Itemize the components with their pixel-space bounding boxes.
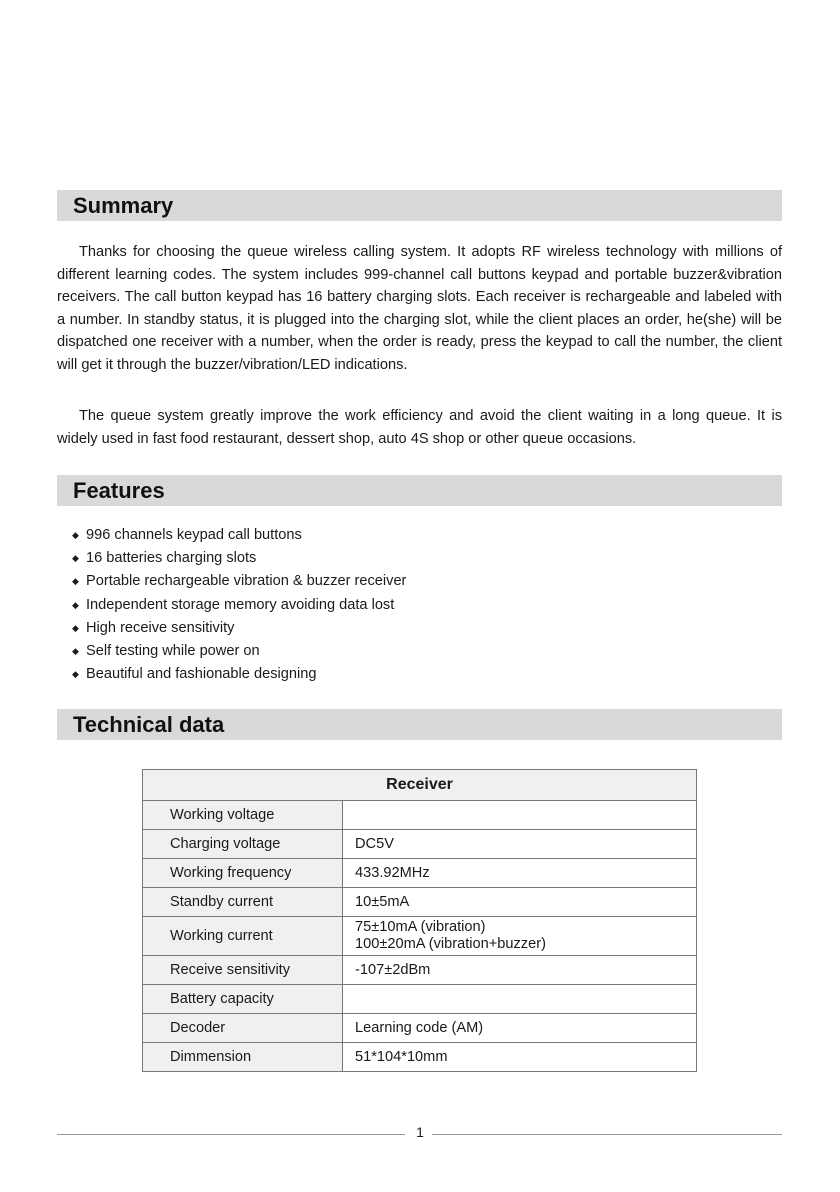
feature-item (72, 617, 406, 640)
spec-value (343, 985, 697, 1014)
summary-header-bar (57, 190, 782, 221)
feature-item (72, 594, 406, 617)
spec-label: Dimmension (143, 1043, 343, 1072)
table-row (143, 859, 697, 888)
spec-label: Battery capacity (143, 985, 343, 1014)
bullet-icon: ◆ (72, 646, 79, 657)
bullet-icon: ◆ (72, 669, 79, 680)
spec-value: 433.92MHz (343, 859, 697, 888)
features-header-bar (57, 475, 782, 506)
bullet-icon: ◆ (72, 576, 79, 587)
bullet-icon: ◆ (72, 530, 79, 540)
feature-text: Portable rechargeable vibration & buzzer receiver (86, 573, 407, 590)
receiver-spec-table (142, 769, 697, 1072)
spec-value: -107±2dBm (343, 956, 697, 985)
spec-value-line: 100±20mA (vibration+buzzer) (355, 936, 546, 952)
spec-value: Learning code (AM) (343, 1014, 697, 1043)
table-row (143, 830, 697, 859)
table-title: Receiver (143, 770, 697, 801)
spec-label: Standby current (143, 888, 343, 917)
summary-paragraph-1: Thanks for choosing the queue wireless calling system. It adopts RF wireless technology with millions of different learning codes. The system includes 999-channel call buttons keypad and portable buzzer&vibration receivers. The call button keypad has 16 battery charging slots. Each receiver is rechargeable and labeled with a number. In standby status, it is plugged into the charging slot, while the client places an order, he(she) will be dispatched one receiver with a number, when the order is ready, press the keypad to call the number, the client will get it through the buzzer/vibration/LED indications. (57, 244, 782, 373)
technical-header-bar (57, 709, 782, 740)
spec-value: 10±5mA (343, 888, 697, 917)
spec-value (343, 917, 697, 956)
feature-item (72, 663, 406, 686)
spec-label: Working frequency (143, 859, 343, 888)
feature-text: 996 channels keypad call buttons (86, 527, 302, 543)
summary-heading: Summary (73, 193, 174, 218)
table-header-row (143, 770, 697, 801)
bullet-icon: ◆ (72, 599, 79, 610)
feature-text: High receive sensitivity (86, 619, 235, 636)
spec-label: Working voltage (143, 801, 343, 830)
footer-rule-left (57, 1134, 405, 1135)
technical-heading: Technical data (73, 712, 225, 737)
table-row (143, 917, 697, 956)
feature-text: Self testing while power on (86, 643, 260, 660)
page-number: 1 (416, 1124, 424, 1140)
bullet-icon: ◆ (72, 553, 79, 564)
table-row (143, 1014, 697, 1043)
feature-text: Beautiful and fashionable designing (86, 666, 317, 683)
summary-paragraph-2: The queue system greatly improve the work efficiency and avoid the client waiting in a long queue. It is widely used in fast food restaurant, dessert shop, auto 4S shop or other queue occasions. (57, 408, 782, 447)
spec-label: Decoder (143, 1014, 343, 1043)
table-row (143, 888, 697, 917)
spec-label: Charging voltage (143, 830, 343, 859)
spec-value-line: 75±10mA (vibration) (355, 919, 486, 935)
feature-item (72, 547, 406, 570)
feature-text: 16 batteries charging slots (86, 550, 257, 567)
table-row (143, 801, 697, 830)
bullet-icon: ◆ (72, 622, 79, 633)
feature-text: Independent storage memory avoiding data lost (86, 596, 395, 613)
spec-value: DC5V (343, 830, 697, 859)
spec-value (343, 801, 697, 830)
table-row (143, 985, 697, 1014)
feature-item (72, 640, 406, 663)
table-row (143, 956, 697, 985)
features-list (72, 524, 406, 686)
features-heading: Features (73, 478, 165, 503)
feature-item (72, 570, 406, 593)
footer-rule-right (432, 1134, 782, 1135)
spec-label: Receive sensitivity (143, 956, 343, 985)
spec-value: 51*104*10mm (343, 1043, 697, 1072)
table-row (143, 1043, 697, 1072)
spec-label: Working current (143, 917, 343, 956)
feature-item (72, 524, 406, 547)
